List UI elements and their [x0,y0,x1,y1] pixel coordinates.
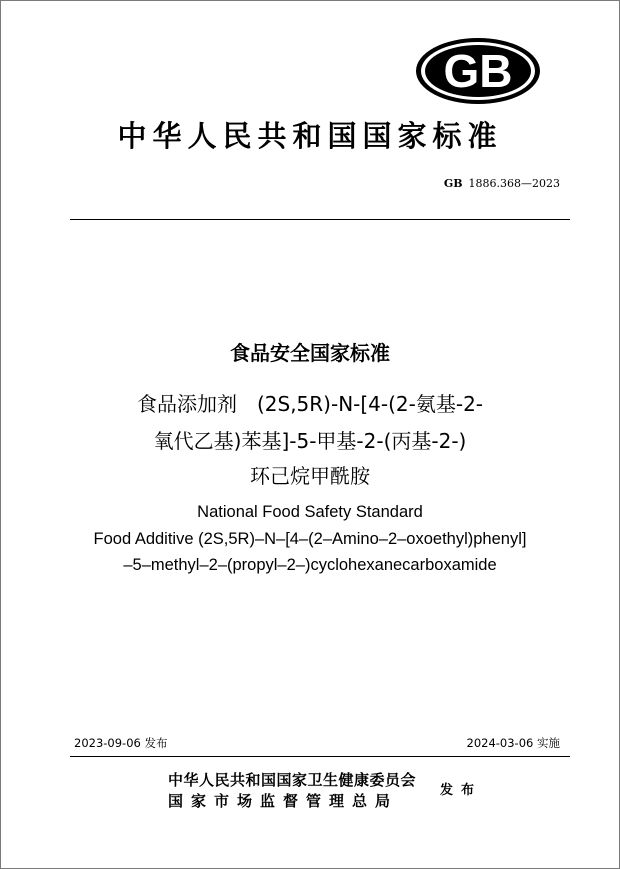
publish-date: 2023-09-06 发布 [74,736,168,750]
issuer-line-1: 中华人民共和国国家卫生健康委员会 [168,771,417,789]
standard-number [444,177,560,190]
gb-logo-graphic [414,36,542,106]
header-divider [70,219,570,220]
gb-logo [414,36,542,106]
title-en-line-2: Food Additive (2S,5R)–N–[4–(2–Amino–2–oxoethyl)phenyl] [93,530,527,548]
gb-logo-text: GB [443,45,513,97]
title-cn-line-1: 食品添加剂 (2S,5R)-N-[4-(2-氨基-2- [136,392,484,416]
issuer-line-2: 国家市场监督管理总局 [168,792,399,810]
footer-divider [70,756,570,757]
standard-number-value: 1886.368—2023 [468,177,560,190]
issue-label: 发布 [440,783,483,798]
series-title: 食品安全国家标准 [230,341,390,365]
title-en-line-3: –5–methyl–2–(propyl–2–)cyclohexanecarboxamide [123,556,497,574]
title-cn-line-3: 环己烷甲酰胺 [250,464,370,488]
effective-date: 2024-03-06 实施 [466,736,560,750]
title-en-line-1: National Food Safety Standard [197,503,423,521]
standard-code: GB [443,177,463,190]
title-cn-line-2: 氧代乙基)苯基]-5-甲基-2-(丙基-2-) [153,429,467,453]
country-standard-title: 中华人民共和国国家标准 [117,119,503,153]
